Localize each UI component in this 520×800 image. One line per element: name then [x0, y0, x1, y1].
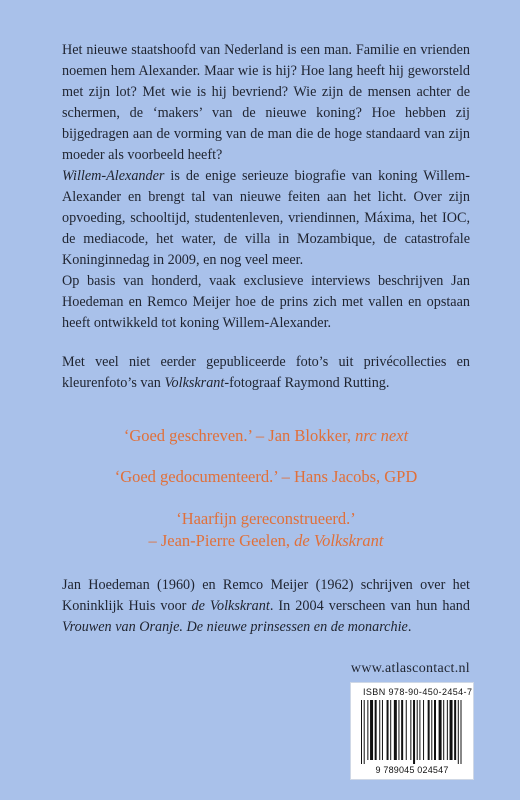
book-title: Willem-Alexander — [62, 168, 165, 184]
publisher-url[interactable]: www.atlascontact.nl — [350, 661, 470, 676]
author-bio — [62, 575, 470, 638]
bio-text-1: Jan Hoedeman (1960) en Remco Meijer (1962) schrijven over het Koninklijk Huis voor — [62, 577, 470, 614]
barcode-bar — [431, 700, 432, 760]
barcode-bar — [367, 700, 368, 760]
barcode-bar — [447, 700, 448, 760]
barcode-bar — [443, 700, 444, 760]
barcode-bar — [394, 700, 397, 760]
quote-3-author: – Jean-Pierre Geelen, — [148, 531, 295, 550]
barcode-bar — [382, 700, 383, 760]
barcode-bar — [419, 700, 420, 760]
barcode-bar — [401, 700, 403, 760]
photo-credit-end: -fotograaf Raymond Rutting. — [224, 375, 390, 391]
quote-3-source: de Volkskrant — [294, 531, 384, 550]
quote-3-line-1: ‘Haarfijn gereconstrueerd.’ — [176, 509, 356, 528]
photo-credit-text: Met veel niet eerder gepubliceerde foto’s uit privécollecties en kleurenfoto’s van — [62, 354, 470, 391]
barcode-bar — [434, 700, 436, 760]
blurb-paragraph-2-text: is de enige serieuze biografie van koning Willem-Alexander en brengt tal van nieuwe feiten aan het licht. Over zijn opvoeding, schooltijd, studentenleven, vriendinnen, Máxima, het IOC, de mediacode, het water, de villa in Mozambique, de catastrofale Koninginnedag in 2009, en nog veel meer. — [62, 168, 470, 268]
barcode-bar — [428, 700, 430, 760]
barcode-bar — [375, 700, 377, 760]
barcode-bar — [406, 700, 407, 760]
barcode-bar — [364, 700, 365, 764]
isbn-label: ISBN 978-90-450-2454-7 — [363, 687, 473, 697]
barcode-bar — [458, 700, 459, 764]
blurb-paragraph-3: Op basis van honderd, vaak exclusieve interviews beschrijven Jan Hoedeman en Remco Meijer hoe de prins zich met vallen en opstaan heeft ontwikkeld tot koning Willem-Alexander. — [62, 273, 470, 331]
bio-earlier-book: Vrouwen van Oranje. De nieuwe prinsessen en de monarchie — [62, 619, 408, 635]
review-quote-2 — [62, 466, 470, 488]
barcode-bar — [390, 700, 391, 760]
review-quote-1 — [62, 425, 470, 447]
barcode-bar — [461, 700, 462, 764]
quote-1-source: nrc next — [355, 426, 409, 445]
barcode-bar — [439, 700, 442, 760]
barcode-bar — [413, 700, 415, 764]
barcode-bar — [387, 700, 389, 760]
bio-newspaper: de Volkskrant — [191, 598, 270, 614]
barcode — [361, 700, 463, 764]
barcode-bar — [379, 700, 380, 760]
barcode-digits: 9 789045 024547 — [375, 765, 449, 775]
barcode-bar — [454, 700, 456, 760]
quote-2-text: ‘Goed gedocumenteerd.’ – Hans Jacobs, GPD — [114, 467, 418, 486]
barcode-bar — [361, 700, 362, 764]
barcode-bar — [450, 700, 453, 760]
barcode-bar — [370, 700, 373, 760]
barcode-bar — [423, 700, 424, 760]
barcode-panel — [350, 682, 474, 780]
barcode-bar — [398, 700, 399, 760]
blurb-paragraph-4 — [62, 352, 470, 394]
blurb-paragraph-1: Het nieuwe staatshoofd van Nederland is een man. Familie en vrienden noemen hem Alexander. Maar wie is hij? Hoe lang heeft hij geworsteld met zijn lot? Met wie is hij bevriend? Wie zijn de mensen achter de schermen, de ‘makers’ van de nieuwe koning? Hoe hebben zij bijgedragen aan de vorming van de man die de hoge standaard van zijn moeder als voorbeeld heeft? — [62, 42, 470, 163]
review-quote-3 — [62, 508, 470, 552]
bio-text-3: . — [407, 619, 412, 635]
barcode-bar — [417, 700, 418, 760]
blurb-paragraph-2 — [62, 166, 470, 271]
quote-3-line-2 — [62, 530, 470, 552]
blurb — [62, 40, 470, 394]
newspaper-name: Volkskrant — [164, 375, 225, 391]
barcode-bar — [410, 700, 411, 760]
quote-1-text: ‘Goed geschreven.’ – Jan Blokker, — [123, 426, 356, 445]
bio-text-2: . In 2004 verscheen van hun hand — [269, 598, 470, 614]
